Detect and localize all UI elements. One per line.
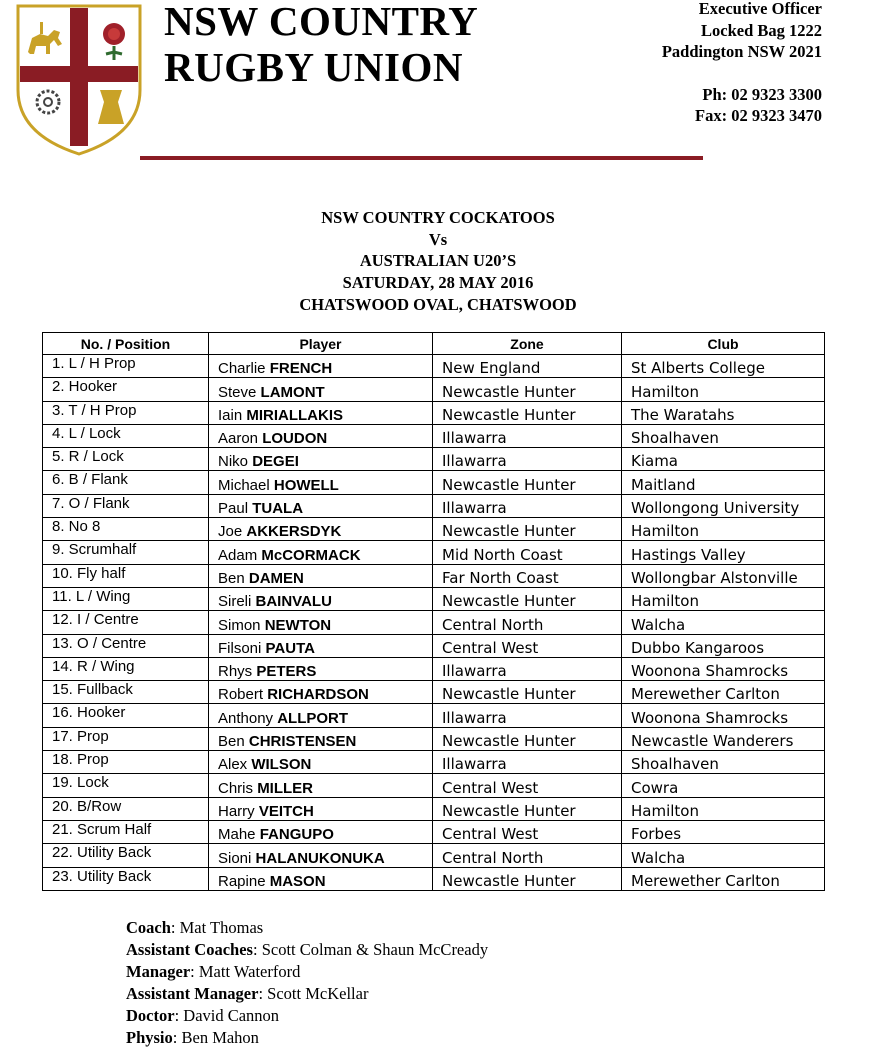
cell-zone: Far North Coast [433, 564, 622, 587]
cell-position: 2. Hooker [43, 378, 209, 401]
player-last-name: ALLPORT [277, 709, 349, 727]
cell-club: Hamilton [622, 518, 825, 541]
player-last-name: DAMEN [248, 569, 304, 587]
cell-zone: Newcastle Hunter [433, 378, 622, 401]
player-first-name: Ben [218, 733, 245, 751]
cell-zone: Newcastle Hunter [433, 797, 622, 820]
cell-club: Shoalhaven [622, 751, 825, 774]
contact-line: Locked Bag 1222 [700, 20, 822, 40]
cell-zone: Newcastle Hunter [433, 587, 622, 610]
contact-phone: Ph: 02 9323 3300 [702, 84, 822, 104]
cell-position: 4. L / Lock [43, 424, 209, 447]
table-row [43, 611, 825, 634]
cell-player [209, 541, 433, 564]
cell-player [209, 424, 433, 447]
staff-role: Coach [126, 918, 171, 937]
cell-position: 3. T / H Prop [43, 401, 209, 424]
cell-position: 1. L / H Prop [43, 355, 209, 378]
player-first-name: Robert [218, 686, 264, 704]
cell-club: Cowra [622, 774, 825, 797]
table-row [43, 541, 825, 564]
contact-fax: Fax: 02 9323 3470 [695, 106, 822, 125]
player-first-name: Iain [218, 406, 243, 424]
player-first-name: Paul [218, 500, 249, 518]
cell-player [209, 401, 433, 424]
contact-line: Executive Officer [698, 0, 822, 18]
table-row [43, 587, 825, 610]
cell-zone: Illawarra [433, 704, 622, 727]
cell-player [209, 564, 433, 587]
table-row [43, 681, 825, 704]
table-row [43, 774, 825, 797]
table-row [43, 518, 825, 541]
cell-club: Maitland [622, 471, 825, 494]
player-first-name: Rapine [218, 872, 266, 890]
cell-club: Walcha [622, 844, 825, 867]
staff-line: Coach: Mat Thomas [126, 918, 264, 937]
cell-position: 5. R / Lock [43, 448, 209, 471]
player-first-name: Ben [218, 569, 245, 587]
player-first-name: Sireli [218, 593, 252, 611]
cell-player [209, 494, 433, 517]
table-row [43, 844, 825, 867]
cell-club: Merewether Carlton [622, 681, 825, 704]
cell-zone: Illawarra [433, 494, 622, 517]
table-row [43, 355, 825, 378]
cell-zone: Central North [433, 611, 622, 634]
cell-position: 9. Scrumhalf [43, 541, 209, 564]
cell-position: 6. B / Flank [43, 471, 209, 494]
player-first-name: Rhys [218, 663, 253, 681]
team-staff-list [126, 917, 488, 1049]
cell-position: 21. Scrum Half [43, 820, 209, 843]
staff-line: Doctor: David Cannon [126, 1006, 280, 1025]
cell-player [209, 471, 433, 494]
player-last-name: CHRISTENSEN [248, 733, 357, 751]
player-last-name: BAINVALU [255, 593, 332, 611]
cell-club: Newcastle Wanderers [622, 727, 825, 750]
cell-club: Dubbo Kangaroos [622, 634, 825, 657]
player-last-name: LAMONT [260, 383, 325, 401]
crest-logo [14, 4, 144, 156]
staff-name: Matt Waterford [198, 962, 301, 981]
table-row [43, 727, 825, 750]
table-row [43, 657, 825, 680]
cell-player [209, 797, 433, 820]
cell-zone: Illawarra [433, 751, 622, 774]
cell-club: Kiama [622, 448, 825, 471]
team-roster-table [42, 332, 825, 891]
staff-role: Manager [126, 962, 191, 981]
table-row [43, 494, 825, 517]
staff-role: Doctor [126, 1006, 175, 1025]
org-title-line1: NSW COUNTRY [164, 0, 479, 44]
player-first-name: Steve [218, 383, 257, 401]
cell-zone: Illawarra [433, 448, 622, 471]
player-first-name: Aaron [218, 430, 259, 448]
staff-name: Scott McKellar [267, 984, 369, 1003]
player-last-name: HOWELL [273, 476, 339, 494]
staff-name: David Cannon [183, 1006, 280, 1025]
player-last-name: LOUDON [262, 430, 328, 448]
table-row [43, 471, 825, 494]
cell-zone: Central North [433, 844, 622, 867]
player-last-name: WILSON [251, 756, 312, 774]
cell-position: 10. Fly half [43, 564, 209, 587]
cell-player [209, 657, 433, 680]
table-row [43, 378, 825, 401]
player-first-name: Sioni [218, 849, 252, 867]
cell-zone: Central West [433, 634, 622, 657]
cell-club: Hastings Valley [622, 541, 825, 564]
cell-position: 13. O / Centre [43, 634, 209, 657]
waratah-icon [103, 23, 125, 60]
cell-position: 15. Fullback [43, 681, 209, 704]
staff-line: Assistant Coaches: Scott Colman & Shaun McCready [126, 940, 489, 959]
cell-player [209, 727, 433, 750]
cell-position: 12. I / Centre [43, 611, 209, 634]
cell-zone: New England [433, 355, 622, 378]
header-divider [140, 156, 703, 160]
player-last-name: MIRIALLAKIS [246, 406, 344, 424]
cell-position: 14. R / Wing [43, 657, 209, 680]
player-last-name: MASON [269, 872, 326, 890]
match-heading [0, 207, 876, 316]
table-row [43, 797, 825, 820]
cell-zone: Mid North Coast [433, 541, 622, 564]
player-last-name: AKKERSDYK [246, 523, 342, 541]
player-first-name: Filsoni [218, 639, 262, 657]
player-last-name: MILLER [257, 779, 314, 797]
staff-name: Mat Thomas [179, 918, 264, 937]
table-body [43, 355, 825, 891]
cell-player [209, 355, 433, 378]
table-row [43, 448, 825, 471]
cell-club: Forbes [622, 820, 825, 843]
staff-name: Scott Colman & Shaun McCready [261, 940, 489, 959]
cell-position: 11. L / Wing [43, 587, 209, 610]
cell-club: Woonona Shamrocks [622, 704, 825, 727]
cell-player [209, 681, 433, 704]
player-first-name: Chris [218, 779, 254, 797]
player-first-name: Charlie [218, 360, 266, 378]
cell-club: Hamilton [622, 797, 825, 820]
player-last-name: PETERS [256, 663, 317, 681]
player-first-name: Anthony [218, 709, 274, 727]
staff-line: Physio: Ben Mahon [126, 1028, 259, 1047]
match-date: SATURDAY, 28 MAY 2016 [342, 273, 534, 293]
staff-role: Assistant Coaches [126, 940, 253, 959]
player-last-name: FANGUPO [259, 826, 334, 844]
cell-player [209, 634, 433, 657]
table-row [43, 867, 825, 890]
player-first-name: Niko [218, 453, 249, 471]
cell-zone: Newcastle Hunter [433, 471, 622, 494]
cell-zone: Newcastle Hunter [433, 727, 622, 750]
player-first-name: Mahe [218, 826, 256, 844]
player-first-name: Alex [218, 756, 248, 774]
cell-player [209, 518, 433, 541]
cell-position: 18. Prop [43, 751, 209, 774]
table-row [43, 751, 825, 774]
player-first-name: Joe [218, 523, 243, 541]
table-row [43, 424, 825, 447]
cell-club: Hamilton [622, 378, 825, 401]
cell-position: 16. Hooker [43, 704, 209, 727]
player-first-name: Michael [218, 476, 270, 494]
match-venue: CHATSWOOD OVAL, CHATSWOOD [299, 294, 577, 314]
cell-zone: Illawarra [433, 424, 622, 447]
cell-player [209, 611, 433, 634]
player-last-name: VEITCH [258, 802, 314, 820]
cell-position: 7. O / Flank [43, 494, 209, 517]
staff-role: Physio [126, 1028, 173, 1047]
staff-line: Manager: Matt Waterford [126, 962, 301, 981]
player-first-name: Harry [218, 802, 255, 820]
cell-position: 19. Lock [43, 774, 209, 797]
organisation-title [164, 0, 478, 90]
match-home-team: NSW COUNTRY COCKATOOS [321, 208, 555, 227]
cell-zone: Newcastle Hunter [433, 401, 622, 424]
table-row [43, 401, 825, 424]
staff-line: Assistant Manager: Scott McKellar [126, 984, 369, 1003]
column-header-club: Club [622, 333, 825, 355]
cell-player [209, 774, 433, 797]
cell-club: Merewether Carlton [622, 867, 825, 890]
cell-zone: Central West [433, 774, 622, 797]
player-first-name: Simon [218, 616, 261, 634]
match-away-team: AUSTRALIAN U20’S [359, 251, 517, 271]
cell-player [209, 587, 433, 610]
cell-player [209, 378, 433, 401]
table-row [43, 704, 825, 727]
cell-club: Walcha [622, 611, 825, 634]
cell-club: Shoalhaven [622, 424, 825, 447]
cell-club: St Alberts College [622, 355, 825, 378]
cell-player [209, 704, 433, 727]
cell-player [209, 751, 433, 774]
player-last-name: PAUTA [265, 639, 315, 657]
player-last-name: HALANUKONUKA [255, 849, 385, 867]
match-vs: Vs [428, 229, 448, 249]
cell-zone: Newcastle Hunter [433, 518, 622, 541]
player-last-name: DEGEI [252, 453, 299, 471]
player-first-name: Adam [218, 546, 258, 564]
cell-club: Woonona Shamrocks [622, 657, 825, 680]
cell-position: 20. B/Row [43, 797, 209, 820]
cell-player [209, 867, 433, 890]
cell-position: 8. No 8 [43, 518, 209, 541]
staff-name: Ben Mahon [181, 1028, 259, 1047]
player-last-name: McCORMACK [261, 546, 361, 564]
cell-position: 23. Utility Back [43, 867, 209, 890]
cell-club: Wollongbar Alstonville [622, 564, 825, 587]
cell-position: 22. Utility Back [43, 844, 209, 867]
table-row [43, 564, 825, 587]
column-header-position: No. / Position [43, 333, 209, 355]
player-last-name: FRENCH [269, 360, 333, 378]
column-header-player: Player [209, 333, 433, 355]
cell-player [209, 820, 433, 843]
table-row [43, 820, 825, 843]
cell-player [209, 844, 433, 867]
cell-zone: Newcastle Hunter [433, 681, 622, 704]
column-header-zone: Zone [433, 333, 622, 355]
cell-zone: Central West [433, 820, 622, 843]
player-last-name: RICHARDSON [267, 686, 369, 704]
cell-player [209, 448, 433, 471]
player-last-name: TUALA [252, 500, 304, 518]
player-last-name: NEWTON [264, 616, 332, 634]
cell-club: Wollongong University [622, 494, 825, 517]
cell-zone: Illawarra [433, 657, 622, 680]
cell-club: The Waratahs [622, 401, 825, 424]
table-row [43, 634, 825, 657]
contact-line: Paddington NSW 2021 [661, 42, 822, 61]
table-header-row [43, 333, 825, 355]
org-title-line2: RUGBY UNION [164, 44, 463, 90]
cell-club: Hamilton [622, 587, 825, 610]
staff-role: Assistant Manager [126, 984, 259, 1003]
contact-block [662, 0, 822, 127]
cell-zone: Newcastle Hunter [433, 867, 622, 890]
cell-position: 17. Prop [43, 727, 209, 750]
